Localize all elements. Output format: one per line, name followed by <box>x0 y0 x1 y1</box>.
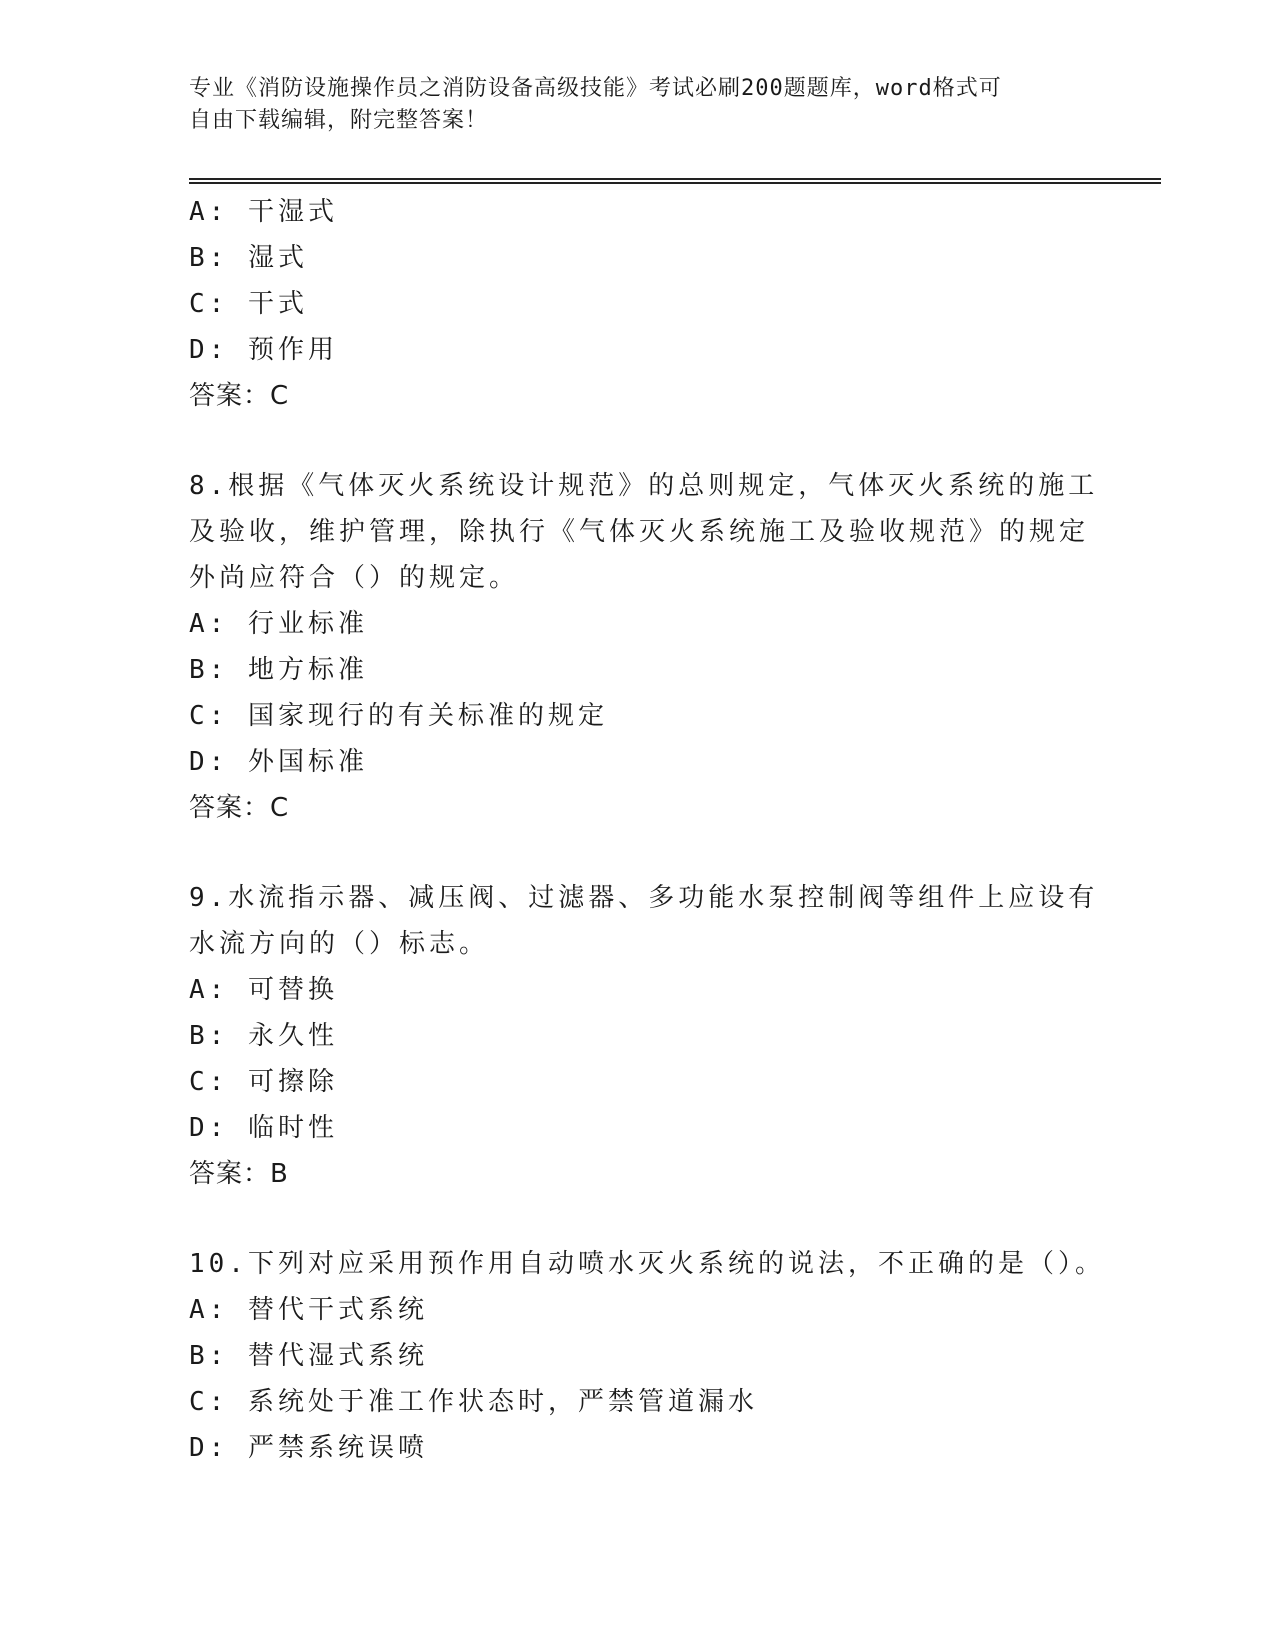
option-b: B: 永久性 <box>189 1021 338 1051</box>
option-c: C: 国家现行的有关标准的规定 <box>189 701 608 731</box>
spacer <box>189 1197 1089 1241</box>
question-text-line: 外尚应符合（）的规定。 <box>189 563 520 593</box>
spacer <box>189 419 1089 463</box>
option-b: B: 湿式 <box>189 243 308 273</box>
option-a: A: 行业标准 <box>189 609 368 639</box>
question-text-line: 9.水流指示器、减压阀、过滤器、多功能水泵控制阀等组件上应设有 <box>189 883 1099 913</box>
answer-line: 答案：C <box>189 793 290 823</box>
header-divider-top <box>189 178 1161 180</box>
option-b: B: 替代湿式系统 <box>189 1341 428 1371</box>
document-header <box>189 73 1069 137</box>
header-divider-bottom <box>189 182 1161 184</box>
option-a: A: 干湿式 <box>189 197 338 227</box>
option-c: C: 干式 <box>189 289 308 319</box>
header-title-line-1: 专业《消防设施操作员之消防设备高级技能》考试必刷200题题库，word格式可 <box>189 76 1002 101</box>
option-d: D: 严禁系统误喷 <box>189 1433 428 1463</box>
question-text-line: 8.根据《气体灭火系统设计规范》的总则规定，气体灭火系统的施工 <box>189 471 1099 501</box>
option-a: A: 替代干式系统 <box>189 1295 428 1325</box>
question-block-9 <box>189 875 1099 1197</box>
option-d: D: 临时性 <box>189 1113 338 1143</box>
option-d: D: 外国标准 <box>189 747 368 777</box>
answer-line: 答案：C <box>189 381 290 411</box>
option-c: C: 可擦除 <box>189 1067 338 1097</box>
option-c: C: 系统处于准工作状态时，严禁管道漏水 <box>189 1387 758 1417</box>
option-b: B: 地方标准 <box>189 655 368 685</box>
spacer <box>189 831 1089 875</box>
header-title-line-2: 自由下载编辑，附完整答案！ <box>189 108 489 133</box>
answer-line: 答案：B <box>189 1159 289 1189</box>
question-block-8 <box>189 463 1099 831</box>
question-text-line: 水流方向的（）标志。 <box>189 929 490 959</box>
option-a: A: 可替换 <box>189 975 338 1005</box>
question-block-7 <box>189 189 1089 419</box>
question-list <box>189 189 1105 1471</box>
question-text-line: 10.下列对应采用预作用自动喷水灭火系统的说法，不正确的是（）。 <box>189 1249 1105 1279</box>
question-block-10 <box>189 1241 1105 1471</box>
question-text-line: 及验收，维护管理，除执行《气体灭火系统施工及验收规范》的规定 <box>189 517 1090 547</box>
option-d: D: 预作用 <box>189 335 338 365</box>
